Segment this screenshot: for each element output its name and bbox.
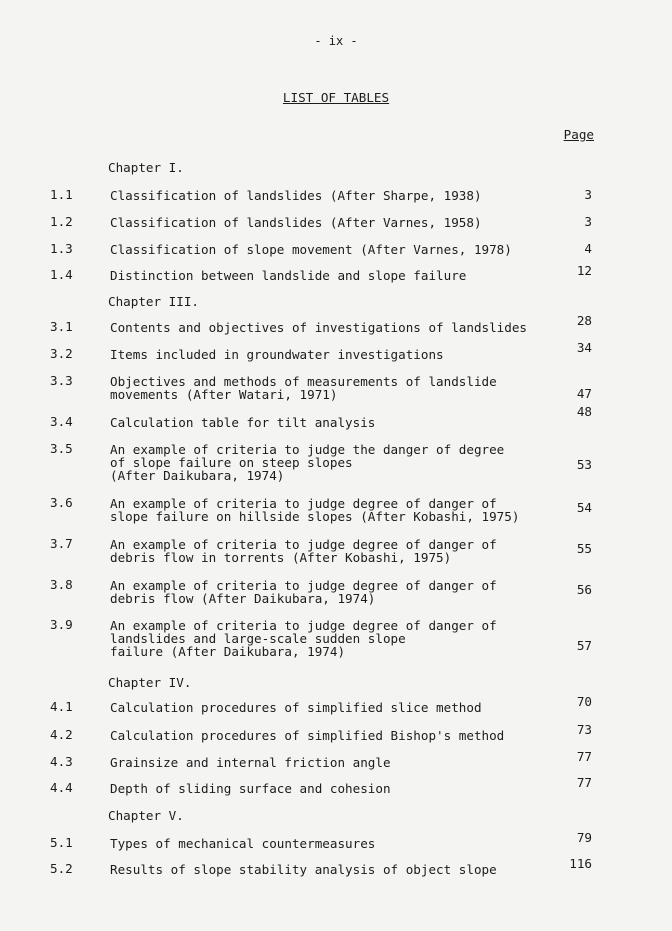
page-ref: 79 xyxy=(576,830,592,845)
table-title-line: Objectives and methods of measurements of landslide xyxy=(110,374,497,389)
page-ref: 73 xyxy=(576,722,592,737)
table-number: 4.3 xyxy=(50,754,73,769)
page-column-header: Page xyxy=(563,127,594,142)
table-number: 3.1 xyxy=(50,319,73,334)
page-ref: 48 xyxy=(576,404,592,419)
table-title-line: of slope failure on steep slopes xyxy=(110,455,353,470)
table-number: 3.7 xyxy=(50,536,73,551)
table-number: 3.2 xyxy=(50,346,73,361)
page-ref: 57 xyxy=(576,638,592,653)
table-title-line: (After Daikubara, 1974) xyxy=(110,468,285,483)
table-title-line: Calculation procedures of simplified slice method xyxy=(110,700,482,715)
page-ref: 77 xyxy=(576,775,592,790)
page-ref: 3 xyxy=(584,187,592,202)
table-title-line: movements (After Watari, 1971) xyxy=(110,387,338,402)
page-ref: 34 xyxy=(576,340,592,355)
table-number: 3.8 xyxy=(50,577,73,592)
table-title-line: An example of criteria to judge degree of danger of xyxy=(110,578,497,593)
page-ref: 3 xyxy=(584,214,592,229)
table-title-line: An example of criteria to judge the danger of degree xyxy=(110,442,505,457)
page-title-text: LIST OF TABLES xyxy=(282,90,390,105)
page-ref: 4 xyxy=(584,241,592,256)
page-ref: 47 xyxy=(576,386,592,401)
table-title-line: An example of criteria to judge degree of danger of xyxy=(110,537,497,552)
table-number: 5.2 xyxy=(50,861,73,876)
table-number: 4.1 xyxy=(50,699,73,714)
page-ref: 12 xyxy=(576,263,592,278)
table-number: 1.2 xyxy=(50,214,73,229)
table-title-line: failure (After Daikubara, 1974) xyxy=(110,644,346,659)
table-number: 3.3 xyxy=(50,373,73,388)
chapter-heading: Chapter III. xyxy=(108,294,199,309)
page-ref: 56 xyxy=(576,582,592,597)
page-number: - ix - xyxy=(314,34,358,48)
table-title-line: debris flow in torrents (After Kobashi, 1975) xyxy=(110,550,452,565)
table-title-line: Calculation table for tilt analysis xyxy=(110,415,376,430)
table-title-line: debris flow (After Daikubara, 1974) xyxy=(110,591,376,606)
table-number: 3.6 xyxy=(50,495,73,510)
chapter-heading: Chapter IV. xyxy=(108,675,192,690)
page-ref: 116 xyxy=(569,856,592,871)
table-title-line: Classification of landslides (After Sharpe, 1938) xyxy=(110,188,482,203)
table-title-line: Items included in groundwater investigations xyxy=(110,347,444,362)
page-ref: 28 xyxy=(576,313,592,328)
table-number: 3.5 xyxy=(50,441,73,456)
page-ref: 70 xyxy=(576,694,592,709)
table-title-line: Distinction between landslide and slope failure xyxy=(110,268,467,283)
table-title-line: landslides and large-scale sudden slope xyxy=(110,631,406,646)
page-ref: 53 xyxy=(576,457,592,472)
page-ref: 55 xyxy=(576,541,592,556)
chapter-heading: Chapter V. xyxy=(108,808,184,823)
table-title-line: Types of mechanical countermeasures xyxy=(110,836,376,851)
chapter-heading: Chapter I. xyxy=(108,160,184,175)
table-number: 1.4 xyxy=(50,267,73,282)
table-title-line: slope failure on hillside slopes (After Kobashi, 1975) xyxy=(110,509,520,524)
table-title-line: Grainsize and internal friction angle xyxy=(110,755,391,770)
table-number: 5.1 xyxy=(50,835,73,850)
table-number: 4.2 xyxy=(50,727,73,742)
page-ref: 54 xyxy=(576,500,592,515)
table-title-line: Classification of landslides (After Varnes, 1958) xyxy=(110,215,482,230)
table-title-line: Contents and objectives of investigations of landslides xyxy=(110,320,528,335)
table-number: 3.4 xyxy=(50,414,73,429)
table-title-line: Classification of slope movement (After Varnes, 1978) xyxy=(110,242,512,257)
table-number: 3.9 xyxy=(50,617,73,632)
table-title-line: Results of slope stability analysis of object slope xyxy=(110,862,497,877)
table-title-line: An example of criteria to judge degree of danger of xyxy=(110,496,497,511)
table-title-line: Depth of sliding surface and cohesion xyxy=(110,781,391,796)
page-title xyxy=(0,92,672,105)
page-ref: 77 xyxy=(576,749,592,764)
table-number: 1.3 xyxy=(50,241,73,256)
table-number: 1.1 xyxy=(50,187,73,202)
table-title-line: An example of criteria to judge degree of danger of xyxy=(110,618,497,633)
table-number: 4.4 xyxy=(50,780,73,795)
table-title-line: Calculation procedures of simplified Bishop's method xyxy=(110,728,505,743)
